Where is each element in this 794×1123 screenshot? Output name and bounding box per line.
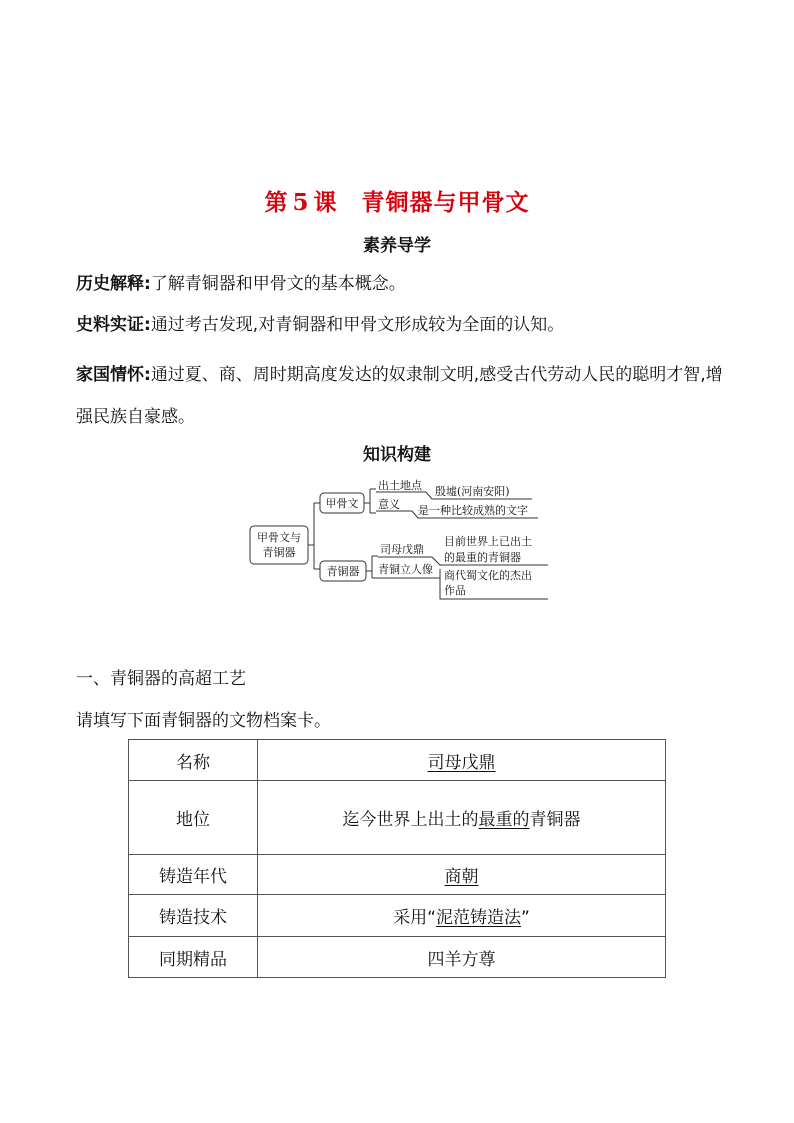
lesson-unit: 课 [313,189,338,216]
knowledge-heading: 知识构建 [363,445,431,465]
table-row [129,895,666,937]
guide-label: 家国情怀: [76,365,151,385]
guide-label: 历史解释: [76,274,151,294]
row-value-technique [258,895,666,937]
mm-leaf-meaning: 意义 [378,498,400,511]
row-value-era [258,855,666,895]
guide-text: 通过考古发现,对青铜器和甲骨文形成较为全面的认知。 [150,315,565,335]
mm-detail-ding-1: 目前世界上已出土 [444,535,532,548]
lesson-prefix: 第 [264,189,289,216]
value-pre: 采用“ [393,908,436,928]
row-label-name: 名称 [129,740,258,781]
table-row [129,855,666,895]
table-row [129,740,666,781]
answer-contemporary: 四羊方尊 [427,949,496,970]
guide-text: 通过夏、商、周时期高度发达的奴隶制文明,感受古代劳动人民的聪明才智,增强民族自豪感。 [76,365,723,427]
mm-root-brace [308,503,320,569]
guide-item-evidence [76,313,564,337]
mm-detail-ding-2: 的最重的青铜器 [444,551,521,564]
guide-label: 史料实证: [76,315,151,335]
guide-item-history [76,272,406,296]
lesson-name: 青铜器与甲骨文 [361,189,530,216]
knowledge-mind-map [248,477,558,607]
section-instruction: 请填写下面青铜器的文物档案卡。 [76,711,331,731]
row-label-era: 铸造年代 [129,855,258,895]
row-value-status [258,781,666,855]
mm-root-line2: 青铜器 [262,546,296,559]
row-value-name [258,740,666,781]
lesson-number: 5 [292,189,310,216]
answer-era: 商朝 [444,867,479,887]
value-post: ” [521,908,530,928]
mm-detail-statue-2: 作品 [444,584,466,597]
artifact-archive-card [128,739,666,978]
row-label-technique: 铸造技术 [129,895,258,937]
mm-leaf-ding: 司母戊鼎 [380,543,424,556]
value-pre: 迄今世界上出土的 [342,810,479,830]
answer-status: 最重的 [478,810,530,830]
table-row [129,781,666,855]
section-title: 一、青铜器的高超工艺 [76,669,246,689]
mm-branch-oracle-brace [364,489,376,513]
table-row [129,937,666,978]
guide-heading: 素养导学 [363,236,431,256]
answer-technique: 泥范铸造法 [436,908,521,928]
guide-item-patriotism [76,354,726,438]
row-label-contemporary: 同期精品 [129,937,258,978]
mm-detail-statue-1: 商代蜀文化的杰出 [444,569,532,582]
row-value-contemporary [258,937,666,978]
mm-branch-bronze-brace [366,556,378,578]
row-label-status: 地位 [129,781,258,855]
mm-leaf-site: 出土地点 [378,479,422,492]
mm-branch-bronze-label: 青铜器 [326,565,360,578]
guide-text: 了解青铜器和甲骨文的基本概念。 [150,274,406,294]
value-post: 青铜器 [529,810,581,830]
mm-detail-site: 殷墟(河南安阳) [435,485,510,498]
mm-root-line1: 甲骨文与 [257,531,301,544]
mm-detail-meaning: 是一种比较成熟的文字 [418,504,528,517]
mm-branch-oracle-label: 甲骨文 [325,497,359,510]
mm-leaf-statue: 青铜立人像 [378,563,433,576]
lesson-title [0,184,794,217]
answer-name: 司母戊鼎 [427,752,496,773]
